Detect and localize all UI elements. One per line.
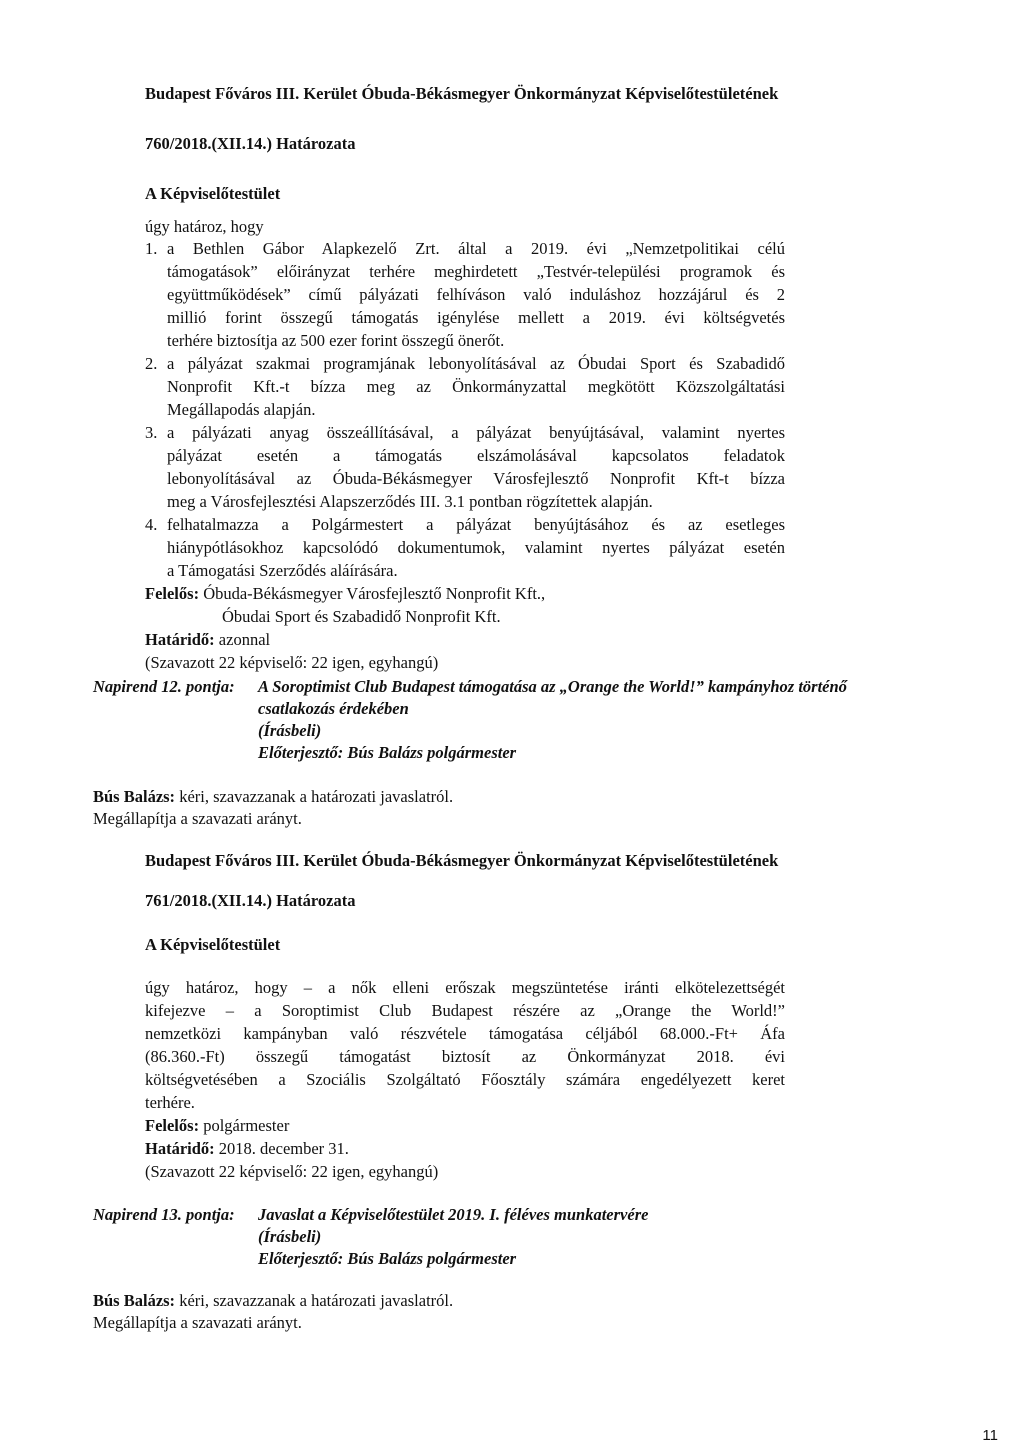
item-line: millió forint összegű támogatás igénylése mellett a 2019. évi költségvetés <box>167 308 785 327</box>
council-header: Budapest Főváros III. Kerület Óbuda-Békásmegyer Önkormányzat Képviselőtestületének <box>145 851 779 870</box>
responsible-value: Óbuda-Békásmegyer Városfejlesztő Nonprofit Kft., <box>203 584 546 603</box>
agenda-written: (Írásbeli) <box>258 721 322 740</box>
responsible-value: polgármester <box>203 1116 290 1135</box>
item-line: a Támogatási Szerződés aláírására. <box>167 561 398 580</box>
agenda-title: csatlakozás érdekében <box>258 699 409 718</box>
resolution-body: A Képviselőtestület <box>145 935 281 954</box>
agenda-label: Napirend 12. pontja: <box>93 677 235 696</box>
agenda-label: Napirend 13. pontja: <box>93 1205 235 1224</box>
item-number: 4. <box>145 515 158 534</box>
speaker-name: Bús Balázs: <box>93 787 176 806</box>
resolution-intro: úgy határoz, hogy <box>145 217 264 236</box>
responsible-label: Felelős: <box>145 1116 200 1135</box>
responsible-line <box>145 1115 289 1136</box>
item-line: Nonprofit Kft.-t bízza meg az Önkormányzattal megkötött Közszolgáltatási <box>167 377 785 396</box>
item-line: a pályázat szakmai programjának lebonyolításával az Óbudai Sport és Szabadidő <box>167 354 785 373</box>
item-line: hiánypótlásokhoz kapcsolódó dokumentumok, valamint nyertes pályázat esetén <box>167 538 785 557</box>
item-line: együttműködések” című pályázati felhíváson való induláshoz hozzájárul és 2 <box>167 285 785 304</box>
resolution-number: 761/2018.(XII.14.) Határozata <box>145 891 356 910</box>
agenda-title: A Soroptimist Club Budapest támogatása az „Orange the World!” kampányhoz történő <box>258 677 847 696</box>
item-number: 1. <box>145 239 158 258</box>
deadline-line <box>145 1138 349 1159</box>
resolution-line: költségvetésében a Szociális Szolgáltató Főosztály számára engedélyezett keret <box>145 1070 785 1089</box>
item-line: terhére biztosítja az 500 ezer forint összegű önerőt. <box>167 331 505 350</box>
agenda-presenter: Előterjesztő: Bús Balázs polgármester <box>258 1249 517 1268</box>
responsible-label: Felelős: <box>145 584 200 603</box>
agenda-presenter: Előterjesztő: Bús Balázs polgármester <box>258 743 517 762</box>
resolution-body: A Képviselőtestület <box>145 184 281 203</box>
council-header: Budapest Főváros III. Kerület Óbuda-Békásmegyer Önkormányzat Képviselőtestületének <box>145 84 779 103</box>
agenda-written: (Írásbeli) <box>258 1227 322 1246</box>
item-line: a Bethlen Gábor Alapkezelő Zrt. által a 2019. évi „Nemzetpolitikai célú <box>167 239 785 258</box>
responsible-line <box>145 583 545 604</box>
speech-closing: Megállapítja a szavazati arányt. <box>93 1313 302 1332</box>
item-line: a pályázati anyag összeállításával, a pályázat benyújtásával, valamint nyertes <box>167 423 785 442</box>
resolution-line: (86.360.-Ft) összegű támogatást biztosít az Önkormányzat 2018. évi <box>145 1047 785 1066</box>
resolution-line: kifejezve – a Soroptimist Club Budapest részére az „Orange the World!” <box>145 1001 785 1020</box>
resolution-line: terhére. <box>145 1093 195 1112</box>
item-line: felhatalmazza a Polgármestert a pályázat benyújtásához és az esetleges <box>167 515 785 534</box>
item-line: lebonyolításával az Óbuda-Békásmegyer Városfejlesztő Nonprofit Kft-t bízza <box>167 469 785 488</box>
speech-line <box>93 786 453 807</box>
agenda-title: Javaslat a Képviselőtestület 2019. I. féléves munkatervére <box>258 1205 649 1224</box>
resolution-line: nemzetközi kampányban való részvétele támogatása céljából 68.000.-Ft+ Áfa <box>145 1024 785 1043</box>
speech-text: kéri, szavazzanak a határozati javaslatról. <box>179 787 454 806</box>
deadline-value: 2018. december 31. <box>218 1139 349 1158</box>
deadline-label: Határidő: <box>145 1139 215 1158</box>
deadline-value: azonnal <box>218 630 271 649</box>
speaker-name: Bús Balázs: <box>93 1291 176 1310</box>
page-number: 11 <box>982 1427 998 1444</box>
item-line: pályázat esetén a támogatás elszámolásával kapcsolatos feladatok <box>167 446 785 465</box>
deadline-line <box>145 629 270 650</box>
item-line: Megállapodás alapján. <box>167 400 316 419</box>
speech-closing: Megállapítja a szavazati arányt. <box>93 809 302 828</box>
item-number: 3. <box>145 423 158 442</box>
speech-text: kéri, szavazzanak a határozati javaslatról. <box>179 1291 454 1310</box>
vote-result: (Szavazott 22 képviselő: 22 igen, egyhangú) <box>145 1162 439 1181</box>
speech-line <box>93 1290 453 1311</box>
item-line: meg a Városfejlesztési Alapszerződés III. 3.1 pontban rögzítettek alapján. <box>167 492 653 511</box>
responsible-value: Óbudai Sport és Szabadidő Nonprofit Kft. <box>222 607 501 626</box>
item-number: 2. <box>145 354 158 373</box>
vote-result: (Szavazott 22 képviselő: 22 igen, egyhangú) <box>145 653 439 672</box>
resolution-number: 760/2018.(XII.14.) Határozata <box>145 134 356 153</box>
resolution-line: úgy határoz, hogy – a nők elleni erőszak megszüntetése iránti elkötelezettségét <box>145 978 785 997</box>
deadline-label: Határidő: <box>145 630 215 649</box>
item-line: támogatások” előirányzat terhére meghirdetett „Testvér-települési programok és <box>167 262 785 281</box>
